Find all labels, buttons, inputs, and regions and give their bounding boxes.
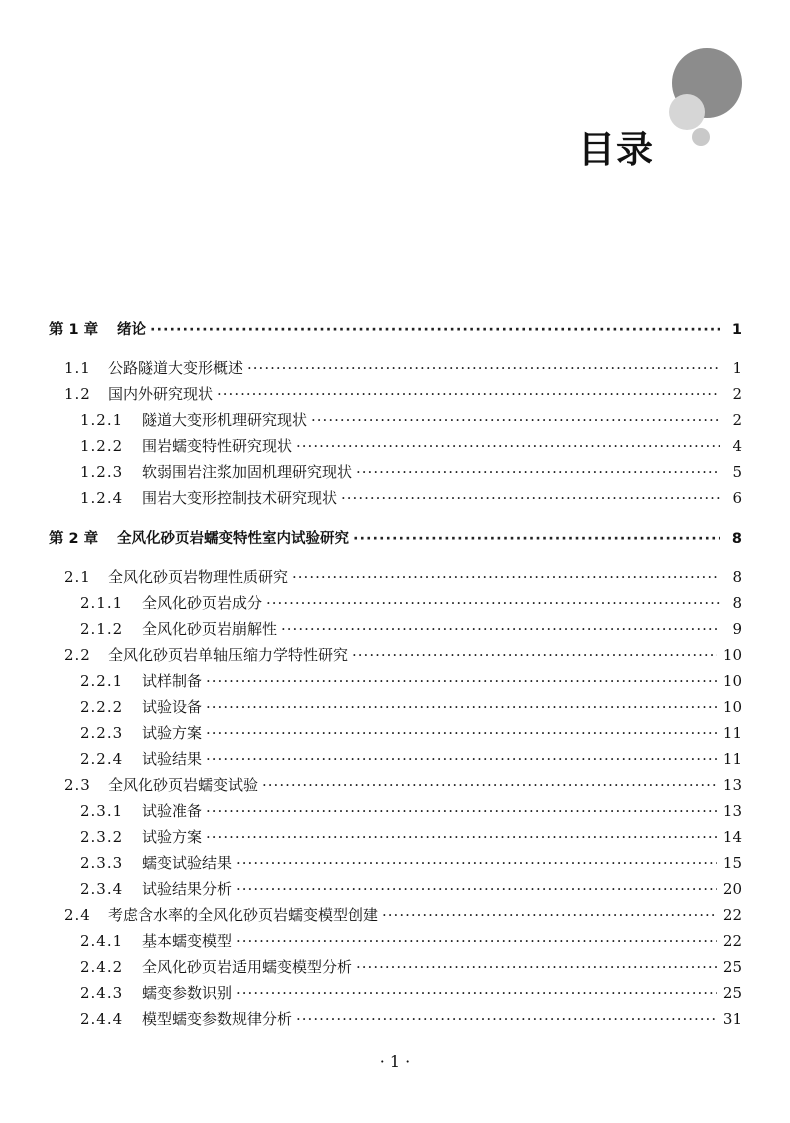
- toc-entry[interactable]: [80, 670, 742, 692]
- toc-entry-title: 试验结果: [142, 750, 203, 768]
- toc-entry-number: 2.1.2: [80, 620, 124, 638]
- toc-entry-number: 1.2: [64, 385, 91, 403]
- toc-entry[interactable]: [80, 1008, 742, 1030]
- toc-entry-number: 2.4.3: [80, 984, 124, 1002]
- toc-entry-title: 蠕变参数识别: [142, 984, 233, 1002]
- toc-entry-number: 1.2.4: [80, 489, 124, 507]
- toc-leader-dots: [206, 802, 717, 817]
- toc-entry-page: 5: [732, 463, 742, 481]
- toc-entry-page: 1: [732, 359, 742, 377]
- toc-entry-number: 2.2.1: [80, 672, 124, 690]
- toc-entry[interactable]: [80, 592, 742, 614]
- toc-entry-number: 第 1 章: [49, 322, 99, 338]
- toc-leader-dots: [262, 776, 717, 791]
- toc-entry[interactable]: [49, 527, 742, 549]
- toc-leader-dots: [206, 698, 717, 713]
- toc-leader-dots: [341, 489, 720, 504]
- toc-leader-dots: [206, 750, 717, 765]
- toc-entry-title: 国内外研究现状: [108, 385, 214, 403]
- toc-entry[interactable]: [80, 696, 742, 718]
- toc-entry[interactable]: [49, 318, 742, 340]
- toc-entry-page: 22: [722, 932, 742, 950]
- toc-entry-number: 2.3.1: [80, 802, 124, 820]
- toc-entry-page: 1: [731, 322, 742, 338]
- toc-entry[interactable]: [80, 956, 742, 978]
- toc-entry[interactable]: [64, 383, 742, 405]
- toc-entry-page: 8: [732, 568, 742, 586]
- toc-entry[interactable]: [80, 487, 742, 509]
- page-title: 目录: [578, 128, 654, 171]
- toc-leader-dots: [382, 906, 717, 921]
- toc-entry-number: 2.3.2: [80, 828, 124, 846]
- toc-entry[interactable]: [64, 644, 742, 666]
- toc-entry-page: 25: [722, 984, 742, 1002]
- toc-entry-title: 试验结果分析: [142, 880, 233, 898]
- toc-entry[interactable]: [80, 722, 742, 744]
- decorative-circle-medium: [669, 94, 705, 130]
- toc-entry[interactable]: [80, 435, 742, 457]
- toc-leader-dots: [206, 724, 717, 739]
- toc-entry[interactable]: [80, 409, 742, 431]
- toc-leader-dots: [352, 646, 717, 661]
- toc-entry-number: 1.2.3: [80, 463, 124, 481]
- toc-entry-title: 试验设备: [142, 698, 203, 716]
- toc-leader-dots: [296, 437, 720, 452]
- toc-entry-title: 全风化砂页岩崩解性: [142, 620, 278, 638]
- toc-entry-page: 13: [722, 802, 742, 820]
- toc-entry-page: 14: [722, 828, 742, 846]
- toc-leader-dots: [296, 1010, 717, 1025]
- decorative-circle-small: [692, 128, 710, 146]
- toc-entry-title: 全风化砂页岩蠕变特性室内试验研究: [117, 531, 349, 547]
- toc-entry-number: 1.2.1: [80, 411, 124, 429]
- toc-leader-dots: [236, 984, 717, 999]
- toc-entry-number: 第 2 章: [49, 531, 99, 547]
- toc-entry-title: 全风化砂页岩适用蠕变模型分析: [142, 958, 353, 976]
- toc-entry-number: 2.1.1: [80, 594, 124, 612]
- toc-leader-dots: [150, 322, 720, 337]
- toc-entry-page: 11: [722, 724, 742, 742]
- toc-entry-page: 6: [732, 489, 742, 507]
- toc-entry-title: 围岩大变形控制技术研究现状: [142, 489, 338, 507]
- toc-entry-page: 20: [722, 880, 742, 898]
- toc-entry[interactable]: [64, 904, 742, 926]
- toc-entry-number: 2.2: [64, 646, 91, 664]
- toc-entry-number: 2.4: [64, 906, 91, 924]
- toc-entry-title: 模型蠕变参数规律分析: [142, 1010, 293, 1028]
- toc-leader-dots: [353, 531, 720, 546]
- toc-leader-dots: [356, 958, 717, 973]
- toc-entry-title: 全风化砂页岩单轴压缩力学特性研究: [108, 646, 349, 664]
- toc-entry[interactable]: [80, 748, 742, 770]
- toc-entry[interactable]: [80, 852, 742, 874]
- toc-entry-number: 2.1: [64, 568, 91, 586]
- toc-entry[interactable]: [80, 800, 742, 822]
- toc-entry-title: 试验方案: [142, 828, 203, 846]
- toc-entry-page: 15: [722, 854, 742, 872]
- toc-entry-page: 11: [722, 750, 742, 768]
- toc-leader-dots: [236, 854, 717, 869]
- toc-entry-title: 全风化砂页岩成分: [142, 594, 263, 612]
- toc-entry-number: 2.4.2: [80, 958, 124, 976]
- toc-entry-page: 8: [732, 594, 742, 612]
- toc-entry-number: 2.3.3: [80, 854, 124, 872]
- toc-entry[interactable]: [80, 618, 742, 640]
- toc-entry-page: 22: [722, 906, 742, 924]
- toc-leader-dots: [236, 932, 717, 947]
- toc-entry-title: 试验准备: [142, 802, 203, 820]
- toc-entry-title: 考虑含水率的全风化砂页岩蠕变模型创建: [108, 906, 379, 924]
- toc-entry-title: 绪论: [117, 322, 146, 338]
- toc-entry-number: 1.2.2: [80, 437, 124, 455]
- toc-entry-title: 试验方案: [142, 724, 203, 742]
- toc-entry-page: 10: [722, 646, 742, 664]
- toc-entry[interactable]: [64, 774, 742, 796]
- toc-leader-dots: [281, 620, 720, 635]
- toc-entry-page: 9: [732, 620, 742, 638]
- toc-leader-dots: [266, 594, 720, 609]
- toc-entry-number: 2.4.1: [80, 932, 124, 950]
- toc-entry[interactable]: [80, 461, 742, 483]
- toc-entry[interactable]: [64, 566, 742, 588]
- toc-entry-page: 10: [722, 698, 742, 716]
- toc-leader-dots: [206, 828, 717, 843]
- toc-entry[interactable]: [80, 826, 742, 848]
- toc-leader-dots: [311, 411, 720, 426]
- toc-entry[interactable]: [64, 357, 742, 379]
- toc-entry-title: 全风化砂页岩物理性质研究: [108, 568, 289, 586]
- toc-entry[interactable]: [80, 930, 742, 952]
- toc-entry-title: 公路隧道大变形概述: [108, 359, 244, 377]
- toc-entry-page: 2: [732, 411, 742, 429]
- page-number: · 1 ·: [379, 1052, 411, 1071]
- toc-entry-page: 2: [732, 385, 742, 403]
- toc-entry-number: 2.3: [64, 776, 91, 794]
- toc-leader-dots: [292, 568, 720, 583]
- toc-entry-title: 试样制备: [142, 672, 203, 690]
- toc-entry-title: 全风化砂页岩蠕变试验: [108, 776, 259, 794]
- toc-entry-title: 蠕变试验结果: [142, 854, 233, 872]
- toc-entry-number: 2.2.4: [80, 750, 124, 768]
- toc-entry[interactable]: [80, 982, 742, 1004]
- toc-entry-page: 8: [731, 531, 742, 547]
- toc-entry[interactable]: [80, 878, 742, 900]
- toc-entry-title: 基本蠕变模型: [142, 932, 233, 950]
- toc-entry-title: 软弱围岩注浆加固机理研究现状: [142, 463, 353, 481]
- toc-entry-title: 围岩蠕变特性研究现状: [142, 437, 293, 455]
- toc-entry-number: 2.2.3: [80, 724, 124, 742]
- toc-entry-number: 2.3.4: [80, 880, 124, 898]
- toc-entry-page: 31: [722, 1010, 742, 1028]
- toc-leader-dots: [356, 463, 720, 478]
- toc-leader-dots: [236, 880, 717, 895]
- toc-entry-number: 2.2.2: [80, 698, 124, 716]
- toc-entry-number: 2.4.4: [80, 1010, 124, 1028]
- toc-entry-page: 25: [722, 958, 742, 976]
- toc-leader-dots: [206, 672, 717, 687]
- toc-entry-page: 13: [722, 776, 742, 794]
- toc-entry-page: 10: [722, 672, 742, 690]
- toc-entry-title: 隧道大变形机理研究现状: [142, 411, 308, 429]
- toc-entry-number: 1.1: [64, 359, 91, 377]
- toc-leader-dots: [217, 385, 720, 400]
- toc-leader-dots: [247, 359, 720, 374]
- toc-entry-page: 4: [732, 437, 742, 455]
